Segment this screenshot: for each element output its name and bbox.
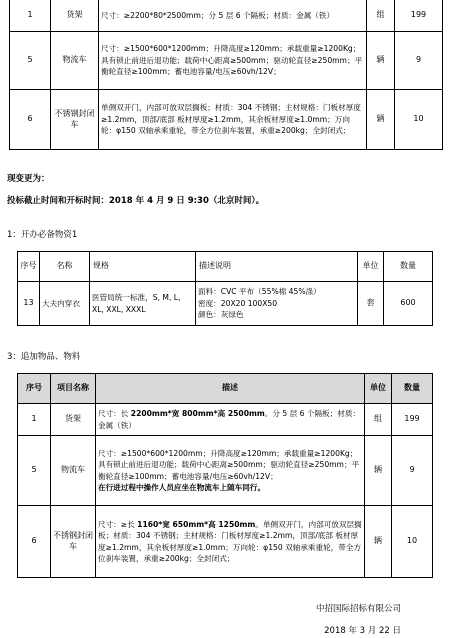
item-unit: 组: [367, 0, 395, 32]
desc-main: 尺寸：≥1500*600*1200mm；升降高度≥120mm；承载重量≥1200Kg；具有锁止前进后退功能；载荷中心距离≥500mm；驱动轮直径≥250mm；平衡轮直径≥100mm；蓄电池容量/电压≥60vh/12V；: [98, 448, 360, 481]
item-spec: 医管局统一标准，S, M, L, XL, XXL, XXXL: [90, 282, 196, 326]
item-name: 大夫内穿衣: [40, 282, 90, 326]
item-quantity: 199: [392, 404, 433, 436]
desc-dimensions: 2200mm*宽 800mm*高 2500mm: [130, 409, 265, 419]
table-row: [10, 0, 443, 32]
header-qty: 数量: [384, 252, 433, 282]
item-description: [96, 404, 365, 436]
header-unit: 单位: [358, 252, 384, 282]
item-description: 尺寸：≥2200*80*2500mm；分 5 层 6 个隔板；材质：金属（铁）: [99, 0, 367, 32]
header-qty: 数量: [392, 374, 433, 404]
desc-suffix: 。分 5 层 6 个隔板；材质：金属（铁）: [98, 409, 361, 430]
item-quantity: 9: [392, 436, 433, 506]
table-row: [18, 282, 433, 326]
header-desc: 描述: [96, 374, 365, 404]
table-row: [18, 506, 433, 578]
header-desc: 描述说明: [196, 252, 358, 282]
item-quantity: 10: [395, 90, 443, 150]
header-name: 项目名称: [51, 374, 96, 404]
header-spec: 规格: [90, 252, 196, 282]
item-name: 物流车: [51, 32, 99, 90]
section3-table: [17, 373, 433, 578]
desc-fabric: 面料：CVC 平布（55%棉 45%涤）: [198, 287, 321, 297]
desc-density: 密度：20X20 100X50: [198, 298, 278, 308]
item-quantity: 9: [395, 32, 443, 90]
desc-note: 在行进过程中操作人员应坐在物流车上随车同行。: [98, 482, 266, 492]
table-header: [18, 374, 433, 404]
item-unit: 套: [358, 282, 384, 326]
row-number: 5: [18, 436, 51, 506]
row-number: 6: [18, 506, 51, 578]
row-number: 1: [10, 0, 51, 32]
row-number: 5: [10, 32, 51, 90]
desc-suffix: 。单侧双开门，内部可放双层搁板；材质：304 不锈钢；主材规格：门板材厚度≥1.2mm，顶部/底部 板材厚度≥1.2mm，其余板材厚度≥1.0mm；万向轮：φ150 双轴承乘重轮，带全方位刹车装置，承重≥200kg；全封闭式；: [98, 519, 362, 563]
header-unit: 单位: [365, 374, 392, 404]
item-unit: 组: [365, 404, 392, 436]
section3-title: 3：追加物品、物料: [7, 352, 81, 362]
item-unit: 辆: [365, 506, 392, 578]
item-unit: 辆: [365, 436, 392, 506]
item-description: [96, 506, 365, 578]
desc-color: 颜色：灰绿色: [198, 310, 244, 320]
desc-prefix: 尺寸：长: [98, 409, 131, 419]
item-description: [196, 282, 358, 326]
row-number: 13: [18, 282, 40, 326]
signature-org: 中招国际招标有限公司: [315, 604, 401, 614]
item-description: 单侧双开门，内部可放双层搁板；材质：304 不锈钢；主材规格：门板材厚度≥1.2mm，顶部/底部 板材厚度≥1.2mm，其余板材厚度≥1.0mm；万向轮：φ150 双轴承乘重轮，带全方位刹车装置，承重≥200kg；全封闭式；: [99, 90, 367, 150]
item-unit: 辆: [367, 32, 395, 90]
change-heading: 现变更为：: [7, 174, 50, 184]
table-row: [18, 436, 433, 506]
header-name: 名称: [40, 252, 90, 282]
row-number: 6: [10, 90, 51, 150]
item-name: 货架: [51, 0, 99, 32]
row-number: 1: [18, 404, 51, 436]
item-name: 物流车: [51, 436, 96, 506]
item-name: 不锈钢封闭车: [51, 90, 99, 150]
table-row: [10, 32, 443, 90]
header-no: 序号: [18, 252, 40, 282]
table-row: [10, 90, 443, 150]
item-quantity: 10: [392, 506, 433, 578]
top-table: [9, 0, 443, 150]
item-description: 尺寸：≥1500*600*1200mm；升降高度≥120mm；承载重量≥1200Kg；具有锁止前进后退功能；载荷中心距离≥500mm；驱动轮直径≥250mm；平衡轮直径≥100mm；蓄电池容量/电压≥60vh/12V；: [99, 32, 367, 90]
deadline-text: 投标截止时间和开标时间：2018 年 4 月 9 日 9:30（北京时间）。: [7, 196, 265, 206]
item-description: [96, 436, 365, 506]
desc-dimensions: 1160*宽 650mm*高 1250mm: [137, 519, 256, 529]
table-row: [18, 404, 433, 436]
item-name: 货架: [51, 404, 96, 436]
item-quantity: 199: [395, 0, 443, 32]
section1-title: 1：开办必备物资1: [7, 230, 78, 240]
signature-date: 2018 年 3 月 22 日: [324, 626, 401, 636]
table-header: [18, 252, 433, 282]
item-unit: 辆: [367, 90, 395, 150]
item-quantity: 600: [384, 282, 433, 326]
section1-table: [17, 251, 433, 326]
header-no: 序号: [18, 374, 51, 404]
desc-prefix: 尺寸：≥长: [98, 519, 138, 529]
item-name: 不锈钢封闭车: [51, 506, 96, 578]
